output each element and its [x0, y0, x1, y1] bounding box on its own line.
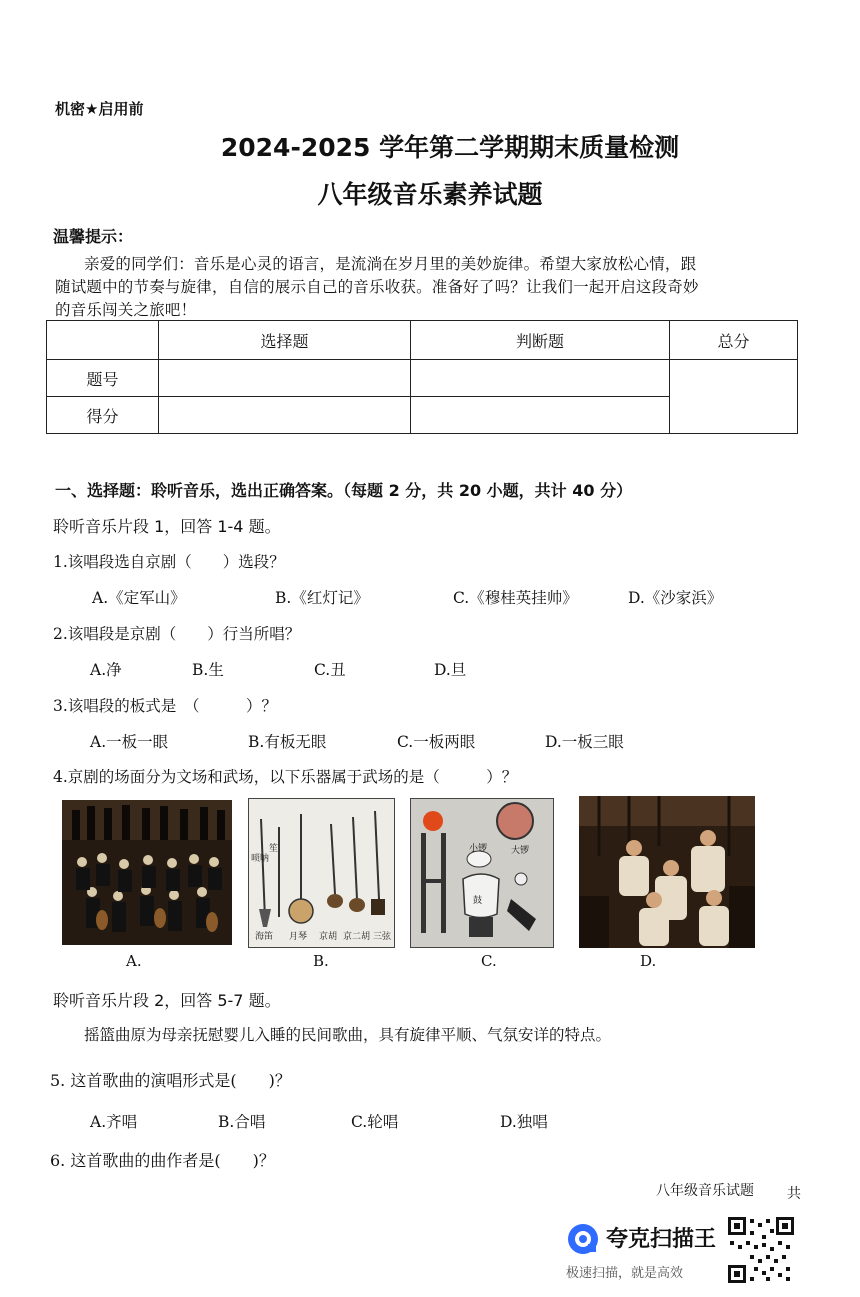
question-3: 3.该唱段的板式是 （ ）？	[53, 697, 278, 715]
label-daluo: 大锣	[511, 846, 530, 856]
image-a-caption: A.	[126, 952, 142, 970]
label-yueqin: 月琴	[289, 932, 308, 942]
q1-option-b: B.《红灯记》	[275, 589, 369, 607]
label-suona: 唢呐	[251, 854, 270, 864]
q1-option-a: A.《定军山》	[92, 589, 186, 607]
q1-option-c: C.《穆桂英挂帅》	[453, 589, 578, 607]
image-c-caption: C.	[481, 952, 497, 970]
exam-subtitle: 八年级音乐素养试题	[317, 180, 543, 209]
label-jingerhu: 京二胡	[343, 932, 371, 942]
tips-label: 温馨提示：	[53, 227, 134, 246]
score-table	[46, 320, 798, 434]
tips-line-1: 亲爱的同学们：音乐是心灵的语言，是流淌在岁月里的美妙旋律。希望大家放松心情，跟	[84, 255, 697, 273]
footer-subject: 八年级音乐试题	[656, 1183, 754, 1199]
label-sanxian: 三弦	[373, 932, 392, 942]
question-1: 1.该唱段选自京剧（ ）选段？	[53, 553, 285, 571]
q5-option-b: B.合唱	[218, 1113, 266, 1131]
clip2-intro: 聆听音乐片段 2，回答 5-7 题。	[53, 991, 281, 1010]
orchestra-image	[62, 800, 232, 945]
scanner-logo-icon	[566, 1222, 600, 1260]
q2-option-c: C.丑	[314, 661, 346, 679]
q5-option-d: D.独唱	[500, 1113, 548, 1131]
label-sheng: 笙	[269, 844, 279, 854]
cell-total	[670, 360, 798, 434]
question-4: 4.京剧的场面分为文场和武场，以下乐器属于武场的是（ ）？	[53, 768, 518, 786]
section-heading: 一、选择题：聆听音乐，选出正确答案。（每题 2 分，共 20 小题，共计 40 分）	[55, 481, 633, 500]
q2-option-b: B.生	[192, 661, 224, 679]
label-gu: 鼓	[473, 896, 483, 906]
cell-number-choice	[159, 360, 411, 397]
header-total: 总分	[670, 321, 798, 360]
q3-option-d: D.一板三眼	[545, 733, 624, 751]
question-5: 5. 这首歌曲的演唱形式是( )？	[50, 1071, 291, 1090]
image-b-caption: B.	[313, 952, 329, 970]
wenchang-instruments-image	[248, 798, 395, 948]
clip1-intro: 聆听音乐片段 1，回答 1-4 题。	[53, 517, 281, 536]
tips-line-2: 随试题中的节奏与旋律，自信的展示自己的音乐收获。准备好了吗？让我们一起开启这段奇妙	[55, 278, 699, 296]
exam-title: 2024-2025 学年第二学期期末质量检测	[220, 133, 680, 162]
scanner-brand: 夸克扫描王	[606, 1227, 717, 1252]
row-label-number: 题号	[47, 360, 159, 397]
cell-score-judge	[411, 397, 670, 434]
q5-option-c: C.轮唱	[351, 1113, 399, 1131]
q3-option-a: A.一板一眼	[90, 733, 169, 751]
cell-number-judge	[411, 360, 670, 397]
cell-score-choice	[159, 397, 411, 434]
q1-option-d: D.《沙家浜》	[628, 589, 723, 607]
clip2-description: 摇篮曲原为母亲抚慰婴儿入睡的民间歌曲，具有旋律平顺、气氛安详的特点。	[84, 1026, 612, 1044]
image-d-caption: D.	[640, 952, 657, 970]
performers-image	[579, 796, 755, 948]
footer-page: 共	[787, 1186, 801, 1202]
q2-option-a: A.净	[90, 661, 122, 679]
label-haidi: 海笛	[255, 932, 274, 942]
wuchang-percussion-image	[410, 798, 554, 948]
tips-line-3: 的音乐闯关之旅吧！	[55, 301, 197, 319]
scanner-slogan: 极速扫描，就是高效	[566, 1266, 684, 1281]
q3-option-b: B.有板无眼	[248, 733, 327, 751]
question-6: 6. 这首歌曲的曲作者是( )？	[50, 1151, 275, 1170]
row-label-score: 得分	[47, 397, 159, 434]
q5-option-a: A.齐唱	[90, 1113, 138, 1131]
qr-code-icon	[726, 1215, 796, 1285]
confidential-label: 机密★启用前	[55, 100, 144, 118]
header-choice: 选择题	[159, 321, 411, 360]
label-jinghu: 京胡	[319, 932, 338, 942]
label-xiaoluo: 小锣	[469, 844, 488, 854]
score-table-corner	[47, 321, 159, 360]
header-judge: 判断题	[411, 321, 670, 360]
question-2: 2.该唱段是京剧（ ）行当所唱？	[53, 625, 301, 643]
q2-option-d: D.旦	[434, 661, 467, 679]
q3-option-c: C.一板两眼	[397, 733, 476, 751]
